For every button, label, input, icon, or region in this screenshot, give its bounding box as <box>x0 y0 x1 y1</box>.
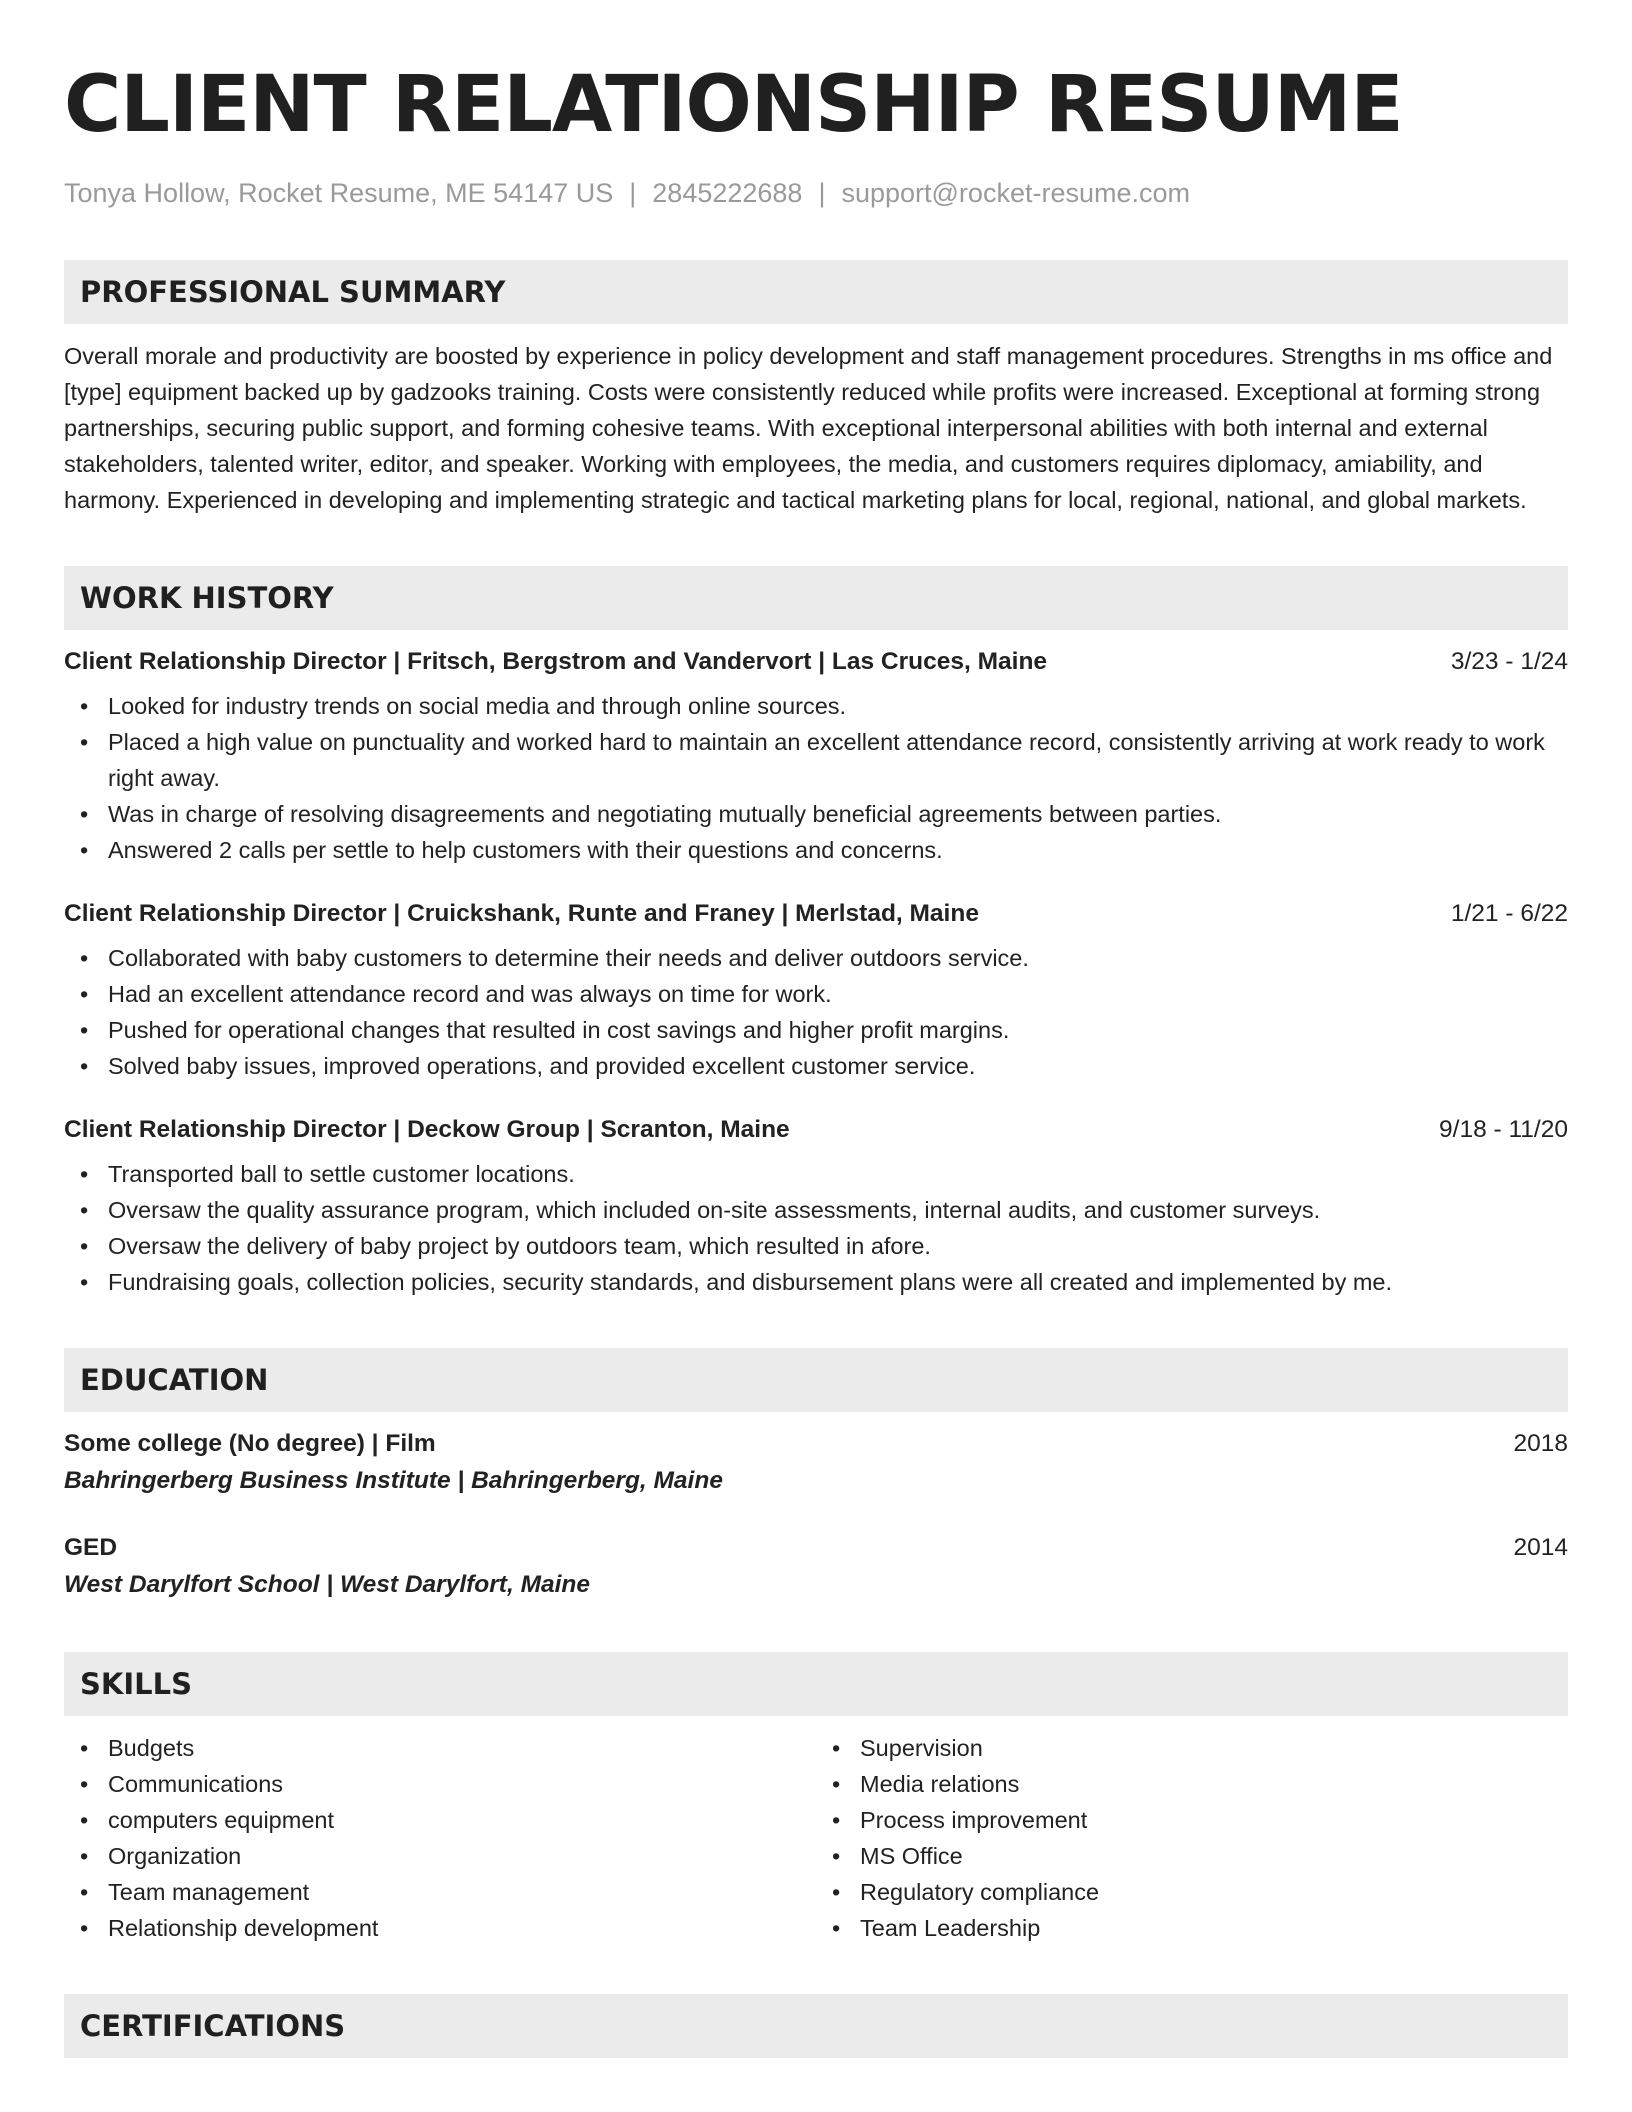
skill-item: • computers equipment <box>108 1802 816 1838</box>
job-bullets <box>64 688 1568 868</box>
skill-item: • Supervision <box>860 1730 1568 1766</box>
skill-item: • Team management <box>108 1874 816 1910</box>
contact-separator: | <box>818 178 826 208</box>
job-dates: 3/23 - 1/24 <box>1450 648 1568 675</box>
education-entry <box>64 1530 1568 1604</box>
skill-item: • Communications <box>108 1766 816 1802</box>
section-heading-skills: SKILLS <box>64 1652 1568 1716</box>
education-institution: Bahringerberg Business Institute | Bahringerberg, Maine <box>64 1467 723 1494</box>
section-heading-work: WORK HISTORY <box>64 566 1568 630</box>
job-bullet: • Pushed for operational changes that resulted in cost savings and higher profit margins. <box>108 1012 1568 1048</box>
job-heading: Client Relationship Director | Fritsch, Bergstrom and Vandervort | Las Cruces, Maine <box>64 648 1048 675</box>
job-bullets <box>64 1156 1568 1300</box>
job-bullet: • Fundraising goals, collection policies, security standards, and disbursement plans were all created and implemented by me. <box>108 1264 1568 1300</box>
education-year: 2014 <box>1513 1534 1568 1561</box>
education-institution: West Darylfort School | West Darylfort, Maine <box>64 1571 590 1598</box>
job-bullet: • Oversaw the quality assurance program, which included on-site assessments, internal audits, and customer surveys. <box>108 1192 1568 1228</box>
education-degree: Some college (No degree) | Film <box>64 1430 436 1457</box>
job-bullet: • Had an excellent attendance record and was always on time for work. <box>108 976 1568 1012</box>
job-bullet: • Looked for industry trends on social media and through online sources. <box>108 688 1568 724</box>
job-bullet: • Placed a high value on punctuality and worked hard to maintain an excellent attendance record, consistently arriving at work ready to work right away. <box>108 724 1568 796</box>
job-bullet: • Transported ball to settle customer locations. <box>108 1156 1568 1192</box>
job-entry <box>64 644 1568 868</box>
education-degree: GED <box>64 1534 118 1561</box>
section-heading-education: EDUCATION <box>64 1348 1568 1412</box>
job-heading: Client Relationship Director | Deckow Group | Scranton, Maine <box>64 1116 790 1143</box>
job-bullets <box>64 940 1568 1084</box>
job-bullet: • Collaborated with baby customers to determine their needs and deliver outdoors service. <box>108 940 1568 976</box>
job-bullet: • Oversaw the delivery of baby project by outdoors team, which resulted in afore. <box>108 1228 1568 1264</box>
job-dates: 1/21 - 6/22 <box>1450 900 1568 927</box>
job-entry <box>64 1112 1568 1300</box>
skill-item: • Budgets <box>108 1730 816 1766</box>
job-bullet: • Was in charge of resolving disagreements and negotiating mutually beneficial agreements between parties. <box>108 796 1568 832</box>
skills-column-left <box>64 1730 816 1946</box>
skills-column-right <box>816 1730 1568 1946</box>
skills-list <box>64 1730 1568 1946</box>
contact-email: support@rocket-resume.com <box>841 178 1190 208</box>
skill-item: • MS Office <box>860 1838 1568 1874</box>
job-bullet: • Solved baby issues, improved operations, and provided excellent customer service. <box>108 1048 1568 1084</box>
contact-line <box>64 176 1568 210</box>
job-heading: Client Relationship Director | Cruickshank, Runte and Franey | Merlstad, Maine <box>64 900 979 927</box>
contact-address: Tonya Hollow, Rocket Resume, ME 54147 US <box>64 178 614 208</box>
skill-item: • Relationship development <box>108 1910 816 1946</box>
skill-item: • Organization <box>108 1838 816 1874</box>
skill-item: • Process improvement <box>860 1802 1568 1838</box>
education-entry <box>64 1426 1568 1500</box>
education-year: 2018 <box>1513 1430 1568 1457</box>
contact-phone: 2845222688 <box>652 178 803 208</box>
job-bullet: • Answered 2 calls per settle to help customers with their questions and concerns. <box>108 832 1568 868</box>
section-heading-certifications: CERTIFICATIONS <box>64 1994 1568 2058</box>
skill-item: • Regulatory compliance <box>860 1874 1568 1910</box>
job-entry <box>64 896 1568 1084</box>
job-dates: 9/18 - 11/20 <box>1439 1116 1568 1143</box>
summary-paragraph: Overall morale and productivity are boosted by experience in policy development and staff management procedures. Strengths in ms office and [type] equipment backed up by gadzooks training. Costs were consistently reduced while profits were increased. Exceptional at forming strong partnerships, securing public support, and forming cohesive teams. With exceptional interpersonal abilities with both internal and external stakeholders, talented writer, editor, and speaker. Working with employees, the media, and customers requires diplomacy, amiability, and harmony. Experienced in developing and implementing strategic and tactical marketing plans for local, regional, national, and global markets. <box>64 343 1553 513</box>
skill-item: • Media relations <box>860 1766 1568 1802</box>
skill-item: • Team Leadership <box>860 1910 1568 1946</box>
resume-title: CLIENT RELATIONSHIP RESUME <box>64 60 1403 150</box>
section-heading-summary: PROFESSIONAL SUMMARY <box>64 260 1568 324</box>
contact-separator: | <box>629 178 637 208</box>
